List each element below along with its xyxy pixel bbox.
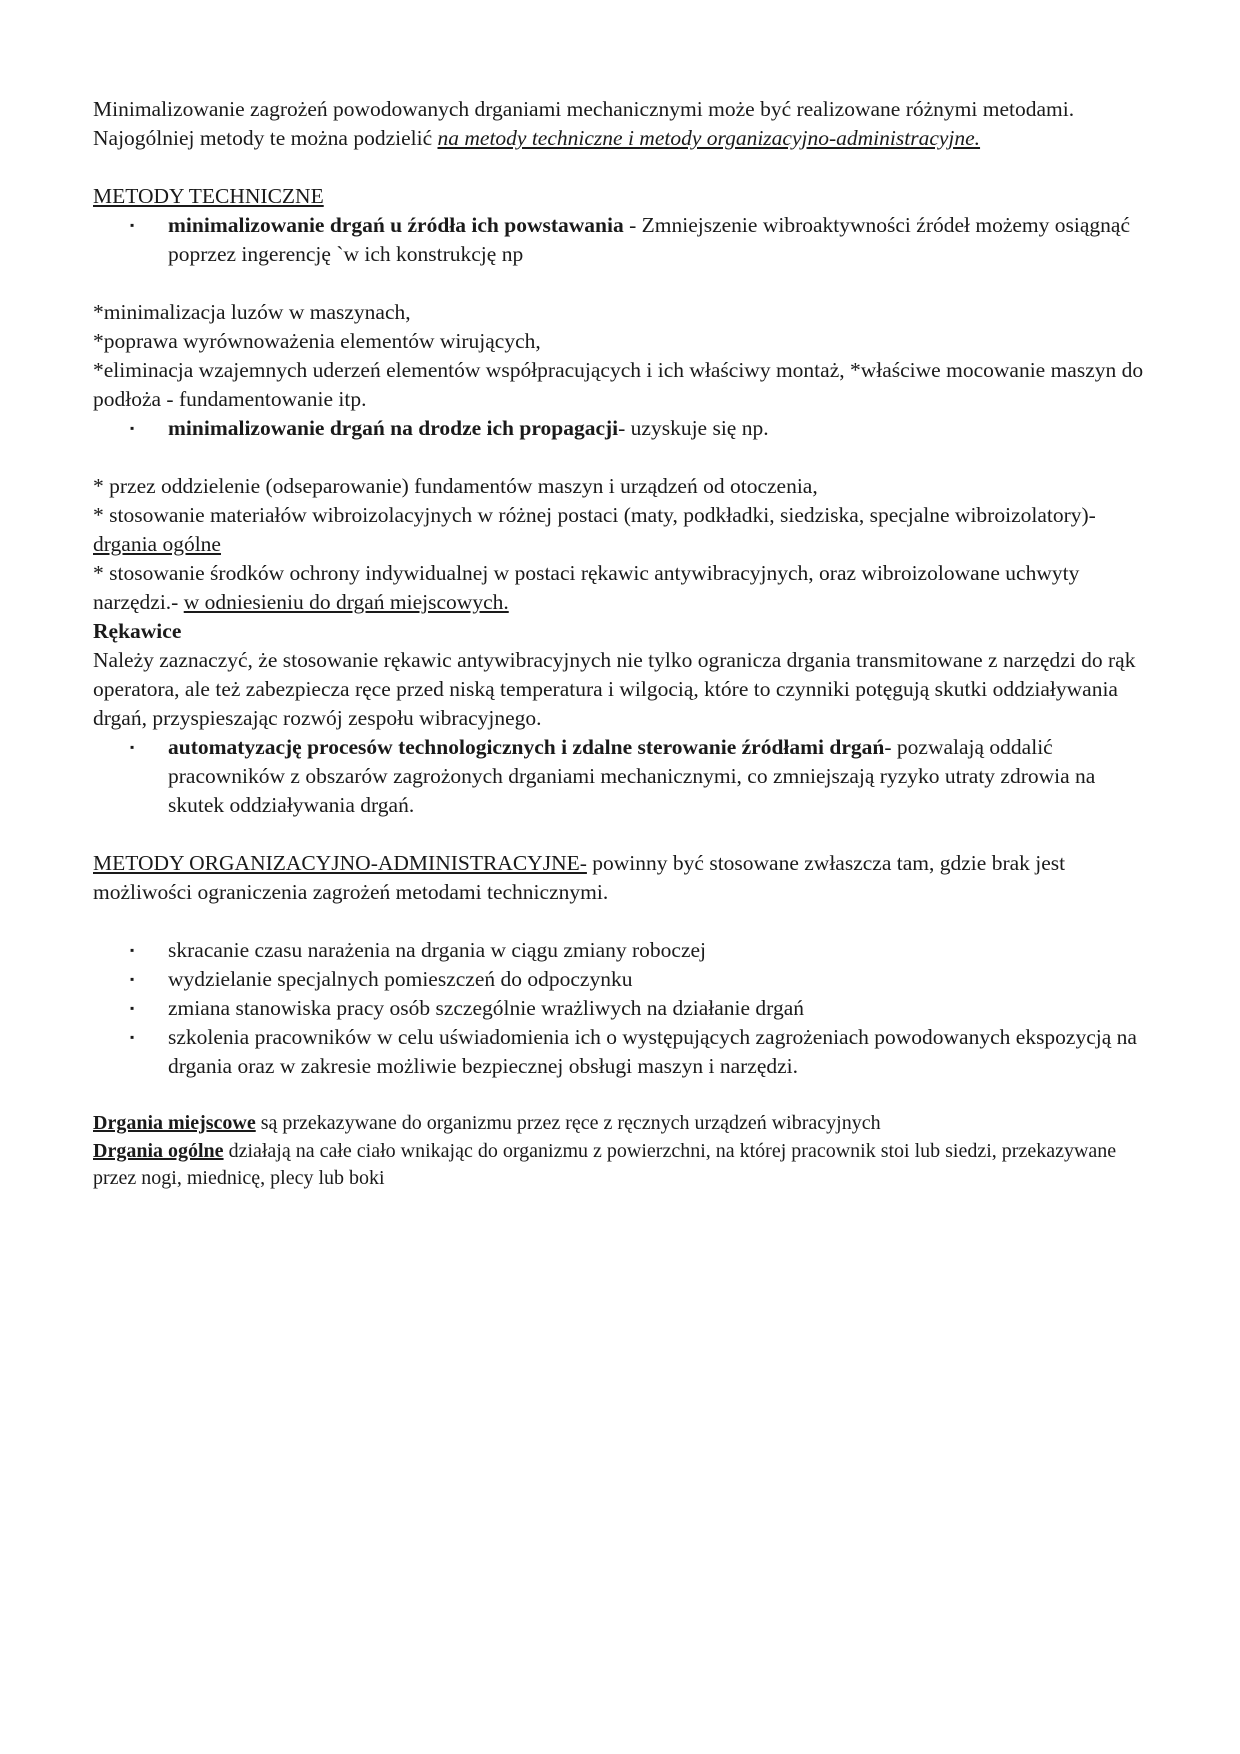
- technical-bullets-3: [93, 733, 1153, 820]
- propagation-item: * stosowanie materiałów wibroizolacyjnych w różnej postaci (maty, podkładki, siedziska, specjalne wibroizolatory)-drgania ogólne: [93, 503, 1096, 556]
- list-item: ▪ minimalizowanie drgań u źródła ich powstawania - Zmniejszenie wibroaktywności źródeł możemy osiągnąć poprzez ingerencję `w ich konstrukcję np: [130, 213, 1130, 266]
- local-vibration-ref: w odniesieniu do drgań miejscowych.: [183, 590, 509, 614]
- technical-heading: METODY TECHNICZNE: [93, 184, 324, 208]
- bullet-icon: ▪: [130, 740, 135, 754]
- organizational-bullets: [93, 936, 1153, 1081]
- gloves-heading: Rękawice: [93, 619, 182, 643]
- bullet-icon: ▪: [130, 1001, 135, 1015]
- document-body: [93, 95, 1153, 1193]
- bullet-icon: ▪: [130, 972, 135, 986]
- technical-bullets-2: [93, 414, 1153, 443]
- organizational-heading: METODY ORGANIZACYJNO-ADMINISTRACYJNE- powinny być stosowane zwłaszcza tam, gdzie brak jest możliwości ograniczenia zagrożeń metodami technicznymi.: [93, 851, 1066, 904]
- propagation-item: * przez oddzielenie (odseparowanie) fundamentów maszyn i urządzeń od otoczenia,: [93, 474, 818, 498]
- list-item: ▪ wydzielanie specjalnych pomieszczeń do odpoczynku: [93, 965, 1153, 994]
- bullet-icon: ▪: [130, 943, 135, 957]
- bullet-icon: ▪: [130, 421, 135, 435]
- definition-local: Drgania miejscowe są przekazywane do organizmu przez ręce z ręcznych urządzeń wibracyjnych: [93, 1112, 881, 1134]
- list-item: ▪ szkolenia pracowników w celu uświadomienia ich o występujących zagrożeniach powodowanych ekspozycją na drgania oraz w zakresie możliwie bezpiecznej obsługi maszyn i narzędzi.: [130, 1025, 1137, 1078]
- technical-item: *eliminacja wzajemnych uderzeń elementów współpracujących i ich właściwy montaż, *właściwe mocowanie maszyn do podłoża - fundamentowanie itp.: [93, 358, 1144, 411]
- intro-text: Minimalizowanie zagrożeń powodowanych drganiami mechanicznymi może być realizowane różnymi metodami. Najogólniej metody te można podzielić: [93, 97, 1075, 150]
- definitions: [93, 1110, 1153, 1193]
- technical-item: *poprawa wyrównoważenia elementów wirujących,: [93, 329, 541, 353]
- definition-general: Drgania ogólne działają na całe ciało wnikając do organizmu z powierzchni, na której pracownik stoi lub siedzi, przekazywane przez nogi, miednicę, plecy lub boki: [93, 1139, 1117, 1189]
- list-item: ▪ minimalizowanie drgań na drodze ich propagacji- uzyskuje się np.: [93, 414, 1153, 443]
- general-vibration-ref: drgania ogólne: [93, 532, 221, 556]
- intro-emphasis: na metody techniczne i metody organizacyjno-administracyjne.: [437, 126, 981, 150]
- technical-item: *minimalizacja luzów w maszynach,: [93, 300, 411, 324]
- list-item: ▪ skracanie czasu narażenia na drgania w ciągu zmiany roboczej: [93, 936, 1153, 965]
- propagation-item: * stosowanie środków ochrony indywidualnej w postaci rękawic antywibracyjnych, oraz wibroizolowane uchwyty narzędzi.- w odniesieniu do drgań miejscowych.: [93, 561, 1080, 614]
- list-item: ▪ zmiana stanowiska pracy osób szczególnie wrażliwych na działanie drgań: [93, 994, 1153, 1023]
- technical-bullets-1: [93, 211, 1153, 269]
- gloves-paragraph: Należy zaznaczyć, że stosowanie rękawic antywibracyjnych nie tylko ogranicza drgania transmitowane z narzędzi do rąk operatora, ale też zabezpiecza ręce przed niską temperatura i wilgocią, które to czynniki potęgują skutki oddziaływania drgań, przyspieszając rozwój zespołu wibracyjnego.: [93, 648, 1136, 730]
- intro-paragraph: [93, 95, 1153, 153]
- bullet-icon: ▪: [130, 218, 135, 232]
- bullet-icon: ▪: [130, 1030, 135, 1044]
- list-item: ▪ automatyzację procesów technologicznych i zdalne sterowanie źródłami drgań- pozwalają oddalić pracowników z obszarów zagrożonych drganiami mechanicznymi, co zmniejszają ryzyko utraty zdrowia na skutek oddziaływania drgań.: [130, 735, 1096, 817]
